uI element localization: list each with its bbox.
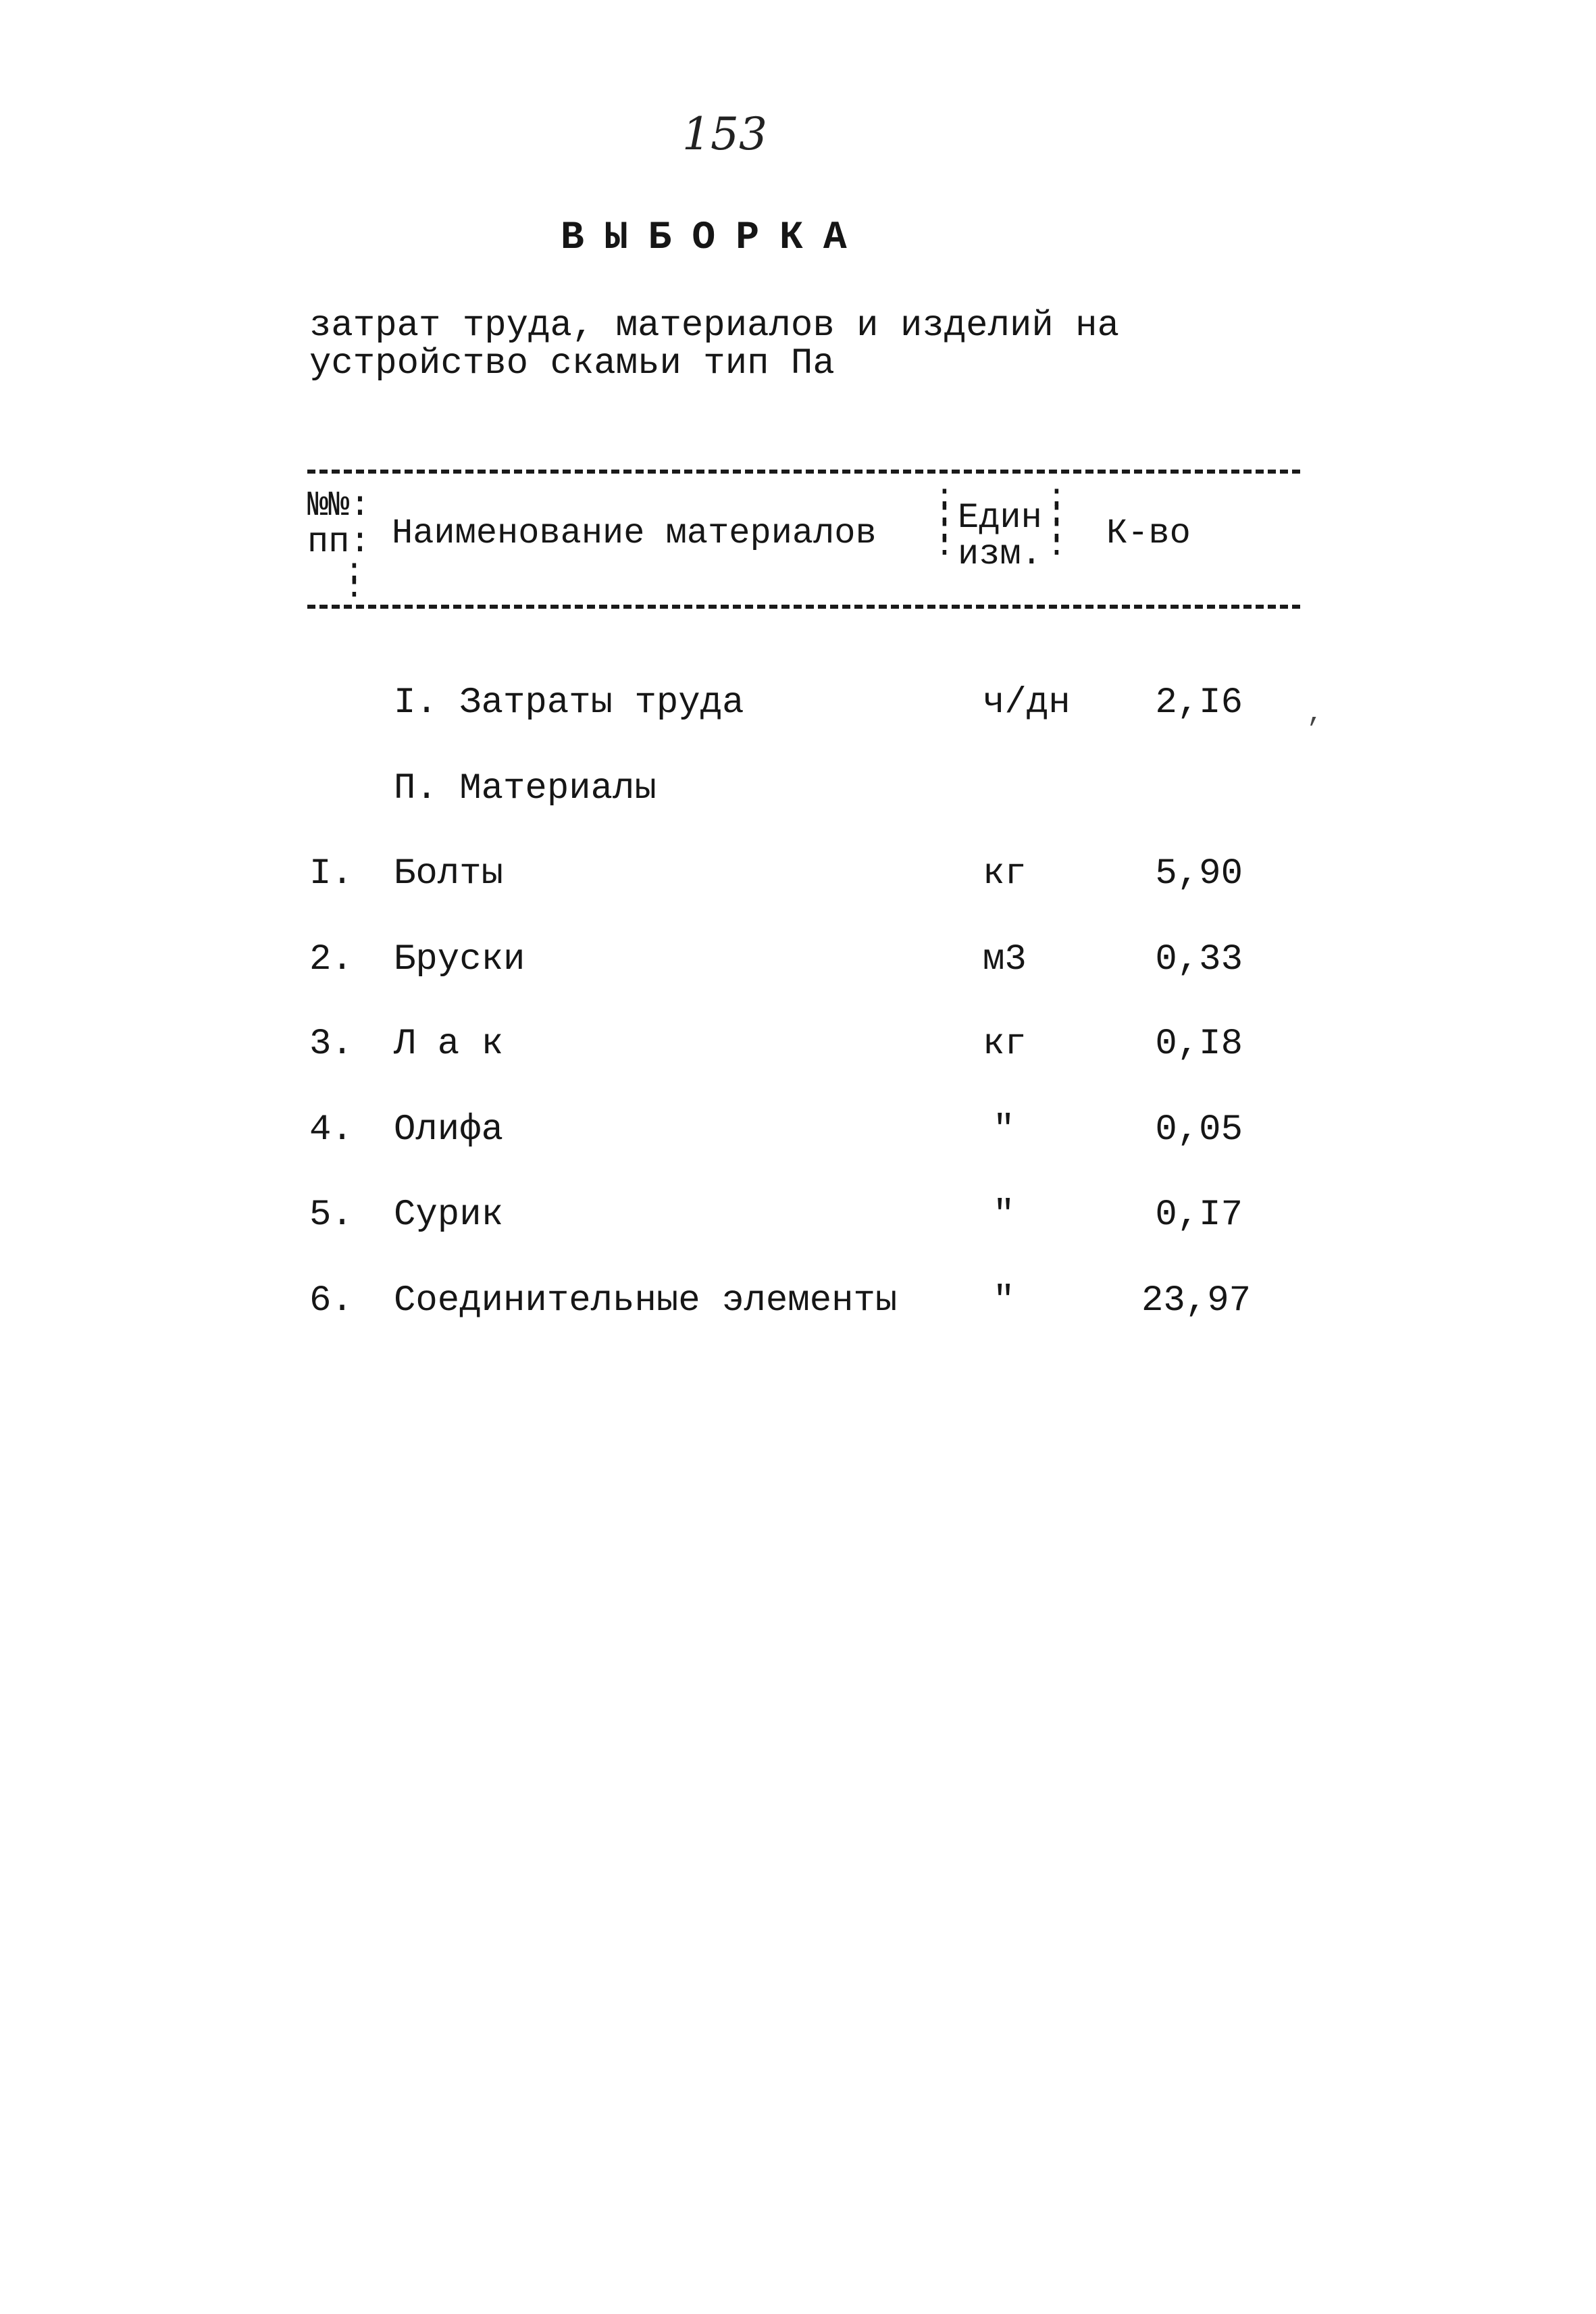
document-subtitle: затрат труда, материалов и изделий на устройство скамьи тип Па [309, 305, 1119, 384]
header-top-rule [307, 470, 1300, 474]
table-row-name: Олифа [394, 1109, 504, 1151]
header-separator-dots: : : [344, 554, 364, 607]
table-row-name: Л а к [394, 1024, 504, 1065]
table-row-qty: 0,I7 [1155, 1194, 1243, 1236]
row-labor-name: I. Затраты труда [394, 682, 744, 724]
stray-mark: , [1307, 699, 1324, 730]
header-col-name: Наименование материалов [392, 513, 877, 553]
table-row-unit: " [993, 1280, 1015, 1322]
header-separator-dots: : : : : [1047, 480, 1066, 565]
table-row-number: 5. [309, 1194, 353, 1236]
table-row-unit: м3 [983, 939, 1027, 980]
table-row-name: Соединительные элементы [394, 1280, 898, 1322]
row-labor-qty: 2,I6 [1155, 682, 1243, 724]
header-col-quantity: К-во [1106, 513, 1191, 553]
table-row-qty: 23,97 [1141, 1280, 1252, 1322]
table-row-number: I. [309, 853, 353, 895]
header-bottom-rule [307, 605, 1300, 609]
section-materials-heading: П. Материалы [394, 768, 657, 809]
table-row-number: 4. [309, 1109, 353, 1151]
table-row-name: Сурик [394, 1194, 504, 1236]
header-col-unit: Един изм. [958, 498, 1042, 574]
table-row-qty: 0,05 [1155, 1109, 1243, 1151]
table-row-unit: кг [983, 1024, 1027, 1065]
table-row-number: 6. [309, 1280, 353, 1322]
page-number: 153 [682, 108, 767, 160]
table-row-number: 2. [309, 939, 353, 980]
table-row-qty: 0,I8 [1155, 1024, 1243, 1065]
header-col-number: №№: пп: [307, 486, 371, 562]
table-row-name: Болты [394, 853, 504, 895]
table-row-qty: 5,90 [1155, 853, 1243, 895]
row-labor-unit: ч/дн [983, 682, 1071, 724]
table-row-name: Бруски [394, 939, 525, 980]
table-row-qty: 0,33 [1155, 939, 1243, 980]
document-title: ВЫБОРКА [561, 216, 867, 260]
table-row-unit: " [993, 1194, 1015, 1236]
table-row-number: 3. [309, 1024, 353, 1065]
table-row-unit: " [993, 1109, 1015, 1151]
header-separator-dots: : : : : [935, 480, 954, 565]
table-row-unit: кг [983, 853, 1027, 895]
